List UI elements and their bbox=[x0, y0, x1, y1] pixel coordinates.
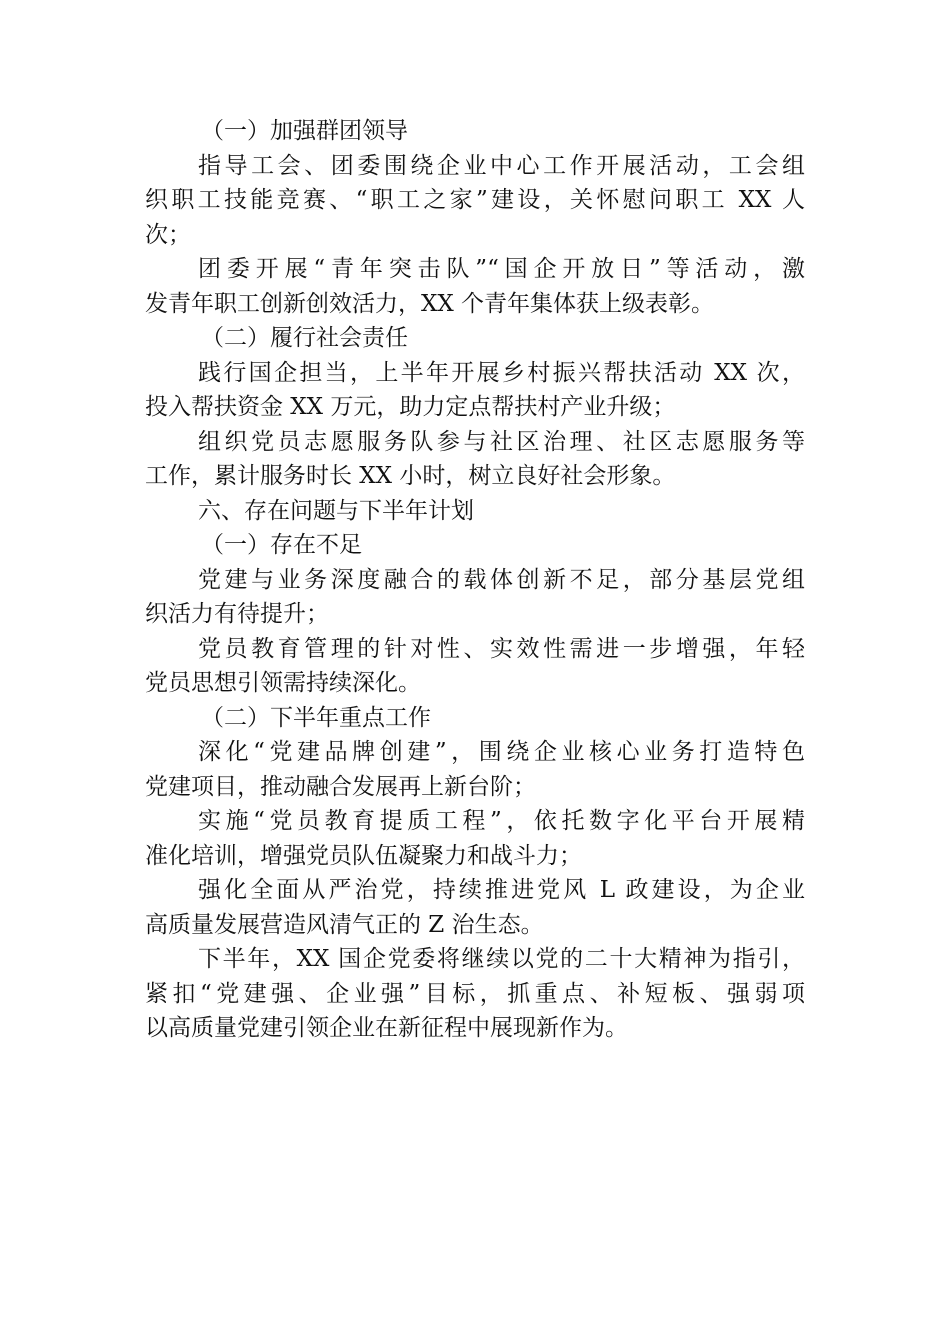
paragraph-line: 党员教育管理的针对性、实效性需进一步增强，年轻 bbox=[198, 635, 805, 662]
paragraph-line: 党建与业务深度融合的载体创新不足，部分基层党组 bbox=[198, 566, 805, 593]
paragraph-line: 以高质量党建引领企业在新征程中展现新作为。 bbox=[145, 1015, 628, 1041]
paragraph-line: 指导工会、团委围绕企业中心工作开展活动，工会组 bbox=[198, 152, 805, 179]
paragraph-line: 组织党员志愿服务队参与社区治理、社区志愿服务等 bbox=[198, 428, 805, 455]
paragraph-line: 紧扣“党建强、企业强”目标，抓重点、补短板、强弱项 bbox=[145, 980, 805, 1007]
paragraph-line: 工作，累计服务时长 XX 小时，树立良好社会形象。 bbox=[145, 463, 676, 489]
paragraph-line: 下半年，XX 国企党委将继续以党的二十大精神为指引， bbox=[198, 946, 805, 972]
paragraph-line: 实施“党员教育提质工程”，依托数字化平台开展精 bbox=[198, 808, 805, 834]
paragraph-line: 次； bbox=[145, 221, 191, 248]
paragraph-line: 织活力有待提升； bbox=[145, 601, 329, 627]
subheading-second-half-priorities: （二）下半年重点工作 bbox=[201, 704, 431, 731]
section-heading-problems-and-plans: 六、存在问题与下半年计划 bbox=[198, 497, 474, 524]
paragraph-line: 党建项目，推动融合发展再上新台阶； bbox=[145, 773, 536, 800]
subheading-social-responsibility: （二）履行社会责任 bbox=[201, 325, 408, 351]
paragraph-line: 强化全面从严治党，持续推进党风 L 政建设，为企业 bbox=[198, 877, 805, 903]
subheading-strengthen-mass-groups: （一）加强群团领导 bbox=[201, 118, 408, 144]
subheading-shortcomings: （一）存在不足 bbox=[201, 532, 362, 558]
paragraph-line: 投入帮扶资金 XX 万元，助力定点帮扶村产业升级； bbox=[145, 394, 676, 420]
paragraph-line: 深化“党建品牌创建”，围绕企业核心业务打造特色 bbox=[198, 739, 805, 765]
paragraph-line: 党员思想引领需持续深化。 bbox=[145, 670, 421, 696]
paragraph-line: 高质量发展营造风清气正的 Z 治生态。 bbox=[145, 911, 544, 938]
document-body bbox=[145, 114, 805, 1046]
paragraph-line: 织职工技能竞赛、“职工之家”建设，关怀慰问职工 XX 人 bbox=[145, 187, 805, 213]
paragraph-line: 发青年职工创新创效活力，XX 个青年集体获上级表彰。 bbox=[145, 290, 715, 317]
paragraph-line: 准化培训，增强党员队伍凝聚力和战斗力； bbox=[145, 842, 582, 869]
paragraph-line: 践行国企担当，上半年开展乡村振兴帮扶活动 XX 次， bbox=[198, 359, 805, 386]
paragraph-line: 团委开展“青年突击队”“国企开放日”等活动，激 bbox=[198, 256, 805, 282]
